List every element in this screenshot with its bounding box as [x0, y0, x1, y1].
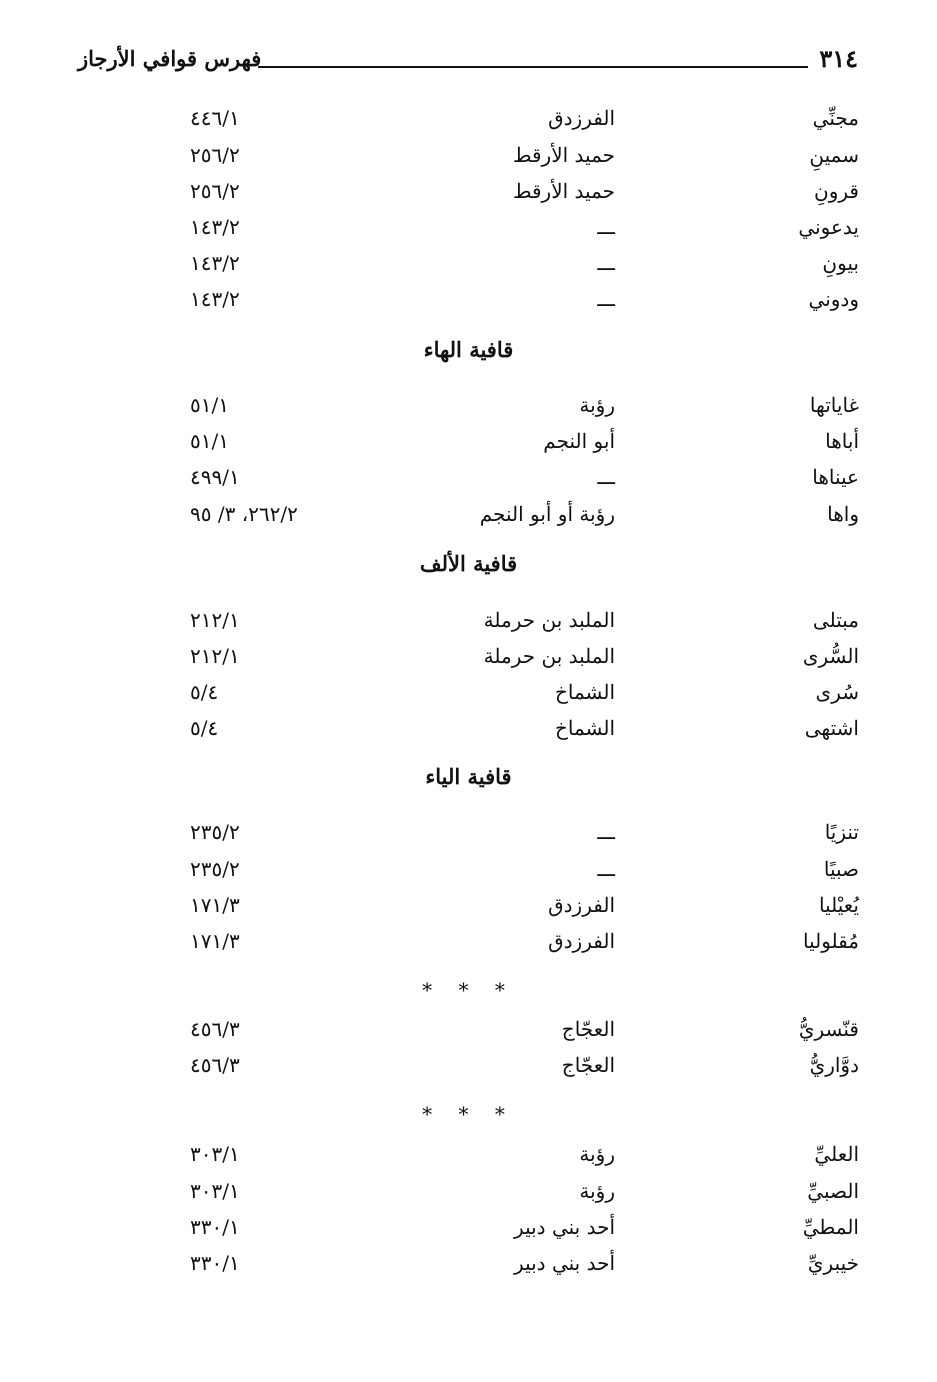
page-reference: ٣٠٣/١ — [190, 1179, 240, 1203]
index-row — [0, 215, 937, 249]
rhyme-word: خيبريِّ — [807, 1251, 859, 1275]
page-reference: ٢١٢/١ — [190, 644, 240, 668]
page-reference: ٢٦٢/٢، ٣/ ٩٥ — [190, 502, 298, 526]
rhyme-word: غاياتها — [809, 393, 859, 417]
poet-name: الملبد بن حرملة — [483, 644, 615, 668]
header-rule — [258, 66, 808, 68]
index-row — [0, 929, 937, 963]
rhyme-word: يدعوني — [798, 215, 859, 239]
index-row — [0, 106, 937, 140]
rhyme-word: قرونِ — [814, 179, 859, 203]
poet-name: ـــ — [597, 465, 615, 489]
index-row — [0, 820, 937, 854]
rhyme-word: اشتهى — [804, 716, 859, 740]
index-row — [0, 393, 937, 427]
page-reference: ٢٣٥/٢ — [190, 857, 240, 881]
rhyme-word: الصبيِّ — [807, 1179, 859, 1203]
page-reference: ١٤٣/٢ — [190, 287, 240, 311]
section-title-ha: قافية الهاء — [423, 337, 514, 362]
poet-name: العجّاج — [561, 1053, 615, 1077]
poet-name: ـــ — [597, 857, 615, 881]
page-reference: ٢٥٦/٢ — [190, 179, 240, 203]
index-row — [0, 608, 937, 642]
poet-name: حميد الأرقط — [513, 179, 615, 203]
rhyme-word: سُرى — [815, 680, 859, 704]
page-number: ٣١٤ — [819, 44, 858, 73]
page-reference: ٢٥٦/٢ — [190, 143, 240, 167]
index-row — [0, 857, 937, 891]
poet-name: ـــ — [597, 287, 615, 311]
index-row — [0, 1251, 937, 1285]
poet-name: ـــ — [597, 820, 615, 844]
rhyme-word: أباها — [825, 429, 859, 453]
page-reference: ٤٩٩/١ — [190, 465, 240, 489]
rhyme-word: ودوني — [808, 287, 859, 311]
index-row — [0, 1179, 937, 1213]
page-reference: ١٤٣/٢ — [190, 251, 240, 275]
index-row — [0, 502, 937, 536]
page-reference: ٥/٤ — [190, 716, 219, 740]
index-row — [0, 1053, 937, 1087]
rhyme-word: صبيًا — [823, 857, 859, 881]
rhyme-word: يُعيْليا — [819, 893, 859, 917]
poet-name: العجّاج — [561, 1017, 615, 1041]
rhyme-word: سمينِ — [809, 143, 859, 167]
poet-name: أبو النجم — [543, 429, 615, 453]
page-reference: ٤٤٦/١ — [190, 106, 240, 130]
rhyme-word: مبتلى — [812, 608, 859, 632]
index-row — [0, 680, 937, 714]
separator-stars: * * * — [422, 1102, 515, 1126]
page-reference: ١٧١/٣ — [190, 893, 240, 917]
poet-name: أحد بني دبير — [514, 1215, 615, 1239]
poet-name: الفرزدق — [548, 929, 615, 953]
poet-name: الفرزدق — [548, 893, 615, 917]
page-reference: ١٧١/٣ — [190, 929, 240, 953]
poet-name: ـــ — [597, 215, 615, 239]
poet-name: ـــ — [597, 251, 615, 275]
index-row — [0, 143, 937, 177]
index-row — [0, 465, 937, 499]
index-row — [0, 1017, 937, 1051]
rhyme-word: دوَّاريُّ — [809, 1053, 859, 1077]
rhyme-word: السُّرى — [802, 644, 859, 668]
poet-name: الفرزدق — [548, 106, 615, 130]
rhyme-word: تنزيًا — [824, 820, 859, 844]
index-row — [0, 179, 937, 213]
index-row — [0, 251, 937, 285]
header-title: فهرس قوافي الأرجاز — [78, 46, 262, 71]
poet-name: الشماخ — [554, 716, 615, 740]
page-reference: ٥١/١ — [190, 393, 229, 417]
index-row — [0, 716, 937, 750]
page-reference: ٥/٤ — [190, 680, 219, 704]
rhyme-word: واها — [827, 502, 859, 526]
page-reference: ٤٥٦/٣ — [190, 1017, 240, 1041]
poet-name: رؤبة أو أبو النجم — [479, 502, 615, 526]
section-title-alif: قافية الألف — [419, 551, 518, 576]
page-reference: ٣٣٠/١ — [190, 1215, 240, 1239]
rhyme-word: بيونِ — [822, 251, 859, 275]
page-reference: ٤٥٦/٣ — [190, 1053, 240, 1077]
page-reference: ٥١/١ — [190, 429, 229, 453]
poet-name: الملبد بن حرملة — [483, 608, 615, 632]
rhyme-word: مُقلوليا — [802, 929, 859, 953]
index-row — [0, 1142, 937, 1176]
poet-name: الشماخ — [554, 680, 615, 704]
rhyme-word: مجنِّي — [812, 106, 859, 130]
index-row — [0, 1215, 937, 1249]
page-reference: ١٤٣/٢ — [190, 215, 240, 239]
poet-name: رؤبة — [579, 1142, 615, 1166]
section-title-ya: قافية الياء — [425, 764, 512, 789]
index-row — [0, 429, 937, 463]
poet-name: رؤبة — [579, 393, 615, 417]
separator-stars: * * * — [422, 978, 515, 1002]
rhyme-word: العليِّ — [814, 1142, 859, 1166]
rhyme-word: عيناها — [812, 465, 859, 489]
index-row — [0, 893, 937, 927]
page-reference: ٢٣٥/٢ — [190, 820, 240, 844]
page-header — [78, 44, 858, 84]
rhyme-word: قنّسريُّ — [798, 1017, 859, 1041]
index-row — [0, 287, 937, 321]
page-reference: ٣٣٠/١ — [190, 1251, 240, 1275]
poet-name: حميد الأرقط — [513, 143, 615, 167]
rhyme-word: المطيِّ — [802, 1215, 859, 1239]
page-reference: ٣٠٣/١ — [190, 1142, 240, 1166]
index-row — [0, 644, 937, 678]
poet-name: رؤبة — [579, 1179, 615, 1203]
page-reference: ٢١٢/١ — [190, 608, 240, 632]
poet-name: أحد بني دبير — [514, 1251, 615, 1275]
